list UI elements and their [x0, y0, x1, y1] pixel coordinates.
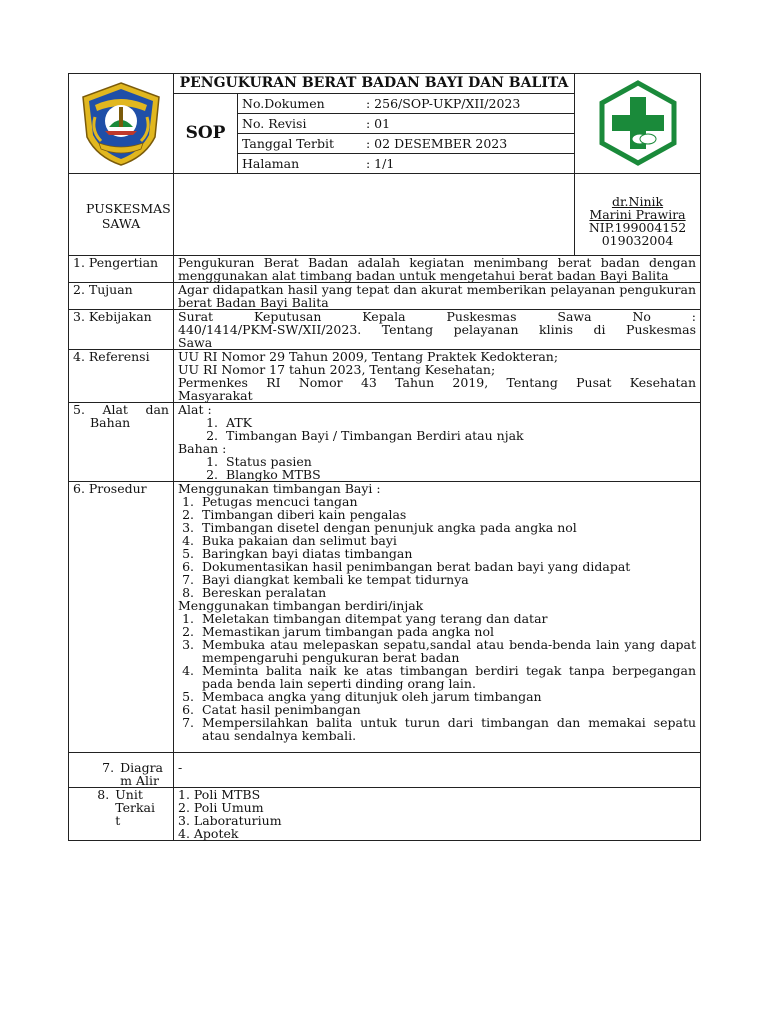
section-text: Agar didapatkan hasil yang tepat dan akurat memberikan pelayanan pengukuran berat Badan Bayi Balita	[174, 283, 701, 310]
doc-info-key: No. Revisi	[238, 114, 362, 134]
regency-logo-icon	[75, 77, 167, 169]
prosedur-bayi-list	[178, 495, 696, 599]
section-unit-terkait	[69, 788, 701, 841]
reference-item: Permenkes RI Nomor 43 Tahun 2019, Tentang Pusat Kesehatan	[178, 375, 697, 390]
unit-item: 4. Apotek	[178, 826, 239, 841]
prosedur-bayi-title: Menggunakan timbangan Bayi :	[178, 481, 381, 496]
doc-info-key: Halaman	[238, 154, 362, 174]
puskesmas-name: PUSKESMAS SAWA	[69, 174, 174, 256]
section-text	[174, 350, 701, 403]
section-referensi	[69, 350, 701, 403]
section-label: 7. Diagra m Alir	[69, 753, 174, 788]
sop-document	[68, 73, 701, 841]
list-item: 1. Petugas mencuci tangan	[198, 495, 696, 508]
sop-label: SOP	[174, 94, 238, 174]
doc-info-row	[238, 154, 574, 174]
section-label: 3. Kebijakan	[69, 310, 174, 350]
list-item: 2. Memastikan jarum timbangan pada angka nol	[198, 625, 696, 638]
doc-info-row	[238, 134, 574, 154]
section-text	[174, 403, 701, 482]
list-item: 2. Timbangan Bayi / Timbangan Berdiri atau njak	[222, 429, 696, 442]
list-item: 7. Bayi diangkat kembali ke tempat tidurnya	[198, 573, 696, 586]
doc-info-row	[238, 114, 574, 134]
unit-item: 3. Laboraturium	[178, 813, 282, 828]
bahan-title: Bahan :	[178, 441, 227, 456]
unit-item: 2. Poli Umum	[178, 800, 264, 815]
header-title-row	[69, 74, 701, 94]
section-text	[174, 788, 701, 841]
section-prosedur	[69, 482, 701, 753]
list-item: 5. Membaca angka yang ditunjuk oleh jarum timbangan	[198, 690, 696, 703]
section-diagram-alir	[69, 753, 701, 788]
signatory-nip: 019032004	[601, 232, 674, 248]
regency-logo-cell	[69, 74, 174, 174]
list-item: 6. Catat hasil penimbangan	[198, 703, 696, 716]
doc-info-key: Tanggal Terbit	[238, 134, 362, 154]
reference-item: Masyarakat	[178, 388, 253, 403]
puskesmas-row	[69, 174, 701, 256]
section-kebijakan	[69, 310, 701, 350]
alat-title: Alat :	[178, 402, 212, 417]
section-text: Pengukuran Berat Badan adalah kegiatan menimbang berat badan dengan menggunakan alat timbang badan untuk mengetahui berat badan Bayi Balita	[174, 256, 701, 283]
doc-info-value: : 1/1	[362, 154, 574, 174]
list-item: 6. Dokumentasikan hasil penimbangan berat badan bayi yang didapat	[198, 560, 696, 573]
alat-list	[178, 416, 696, 442]
section-label: 8. Unit Terkai t	[69, 788, 174, 841]
list-item: 1. ATK	[222, 416, 696, 429]
list-item: 4. Meminta balita naik ke atas timbangan berdiri tegak tanpa berpegangan pada benda lain seperti dinding orang lain.	[198, 664, 696, 690]
doc-info-value: : 256/SOP-UKP/XII/2023	[366, 96, 521, 111]
prosedur-berdiri-title: Menggunakan timbangan berdiri/injak	[178, 598, 424, 613]
section-label: 6. Prosedur	[69, 482, 174, 753]
unit-item: 1. Poli MTBS	[178, 787, 261, 802]
section-alat-bahan	[69, 403, 701, 482]
section-text: -	[174, 753, 701, 788]
doc-info-value: : 01	[362, 114, 574, 134]
doc-info-row	[238, 94, 574, 114]
section-label: 1. Pengertian	[69, 256, 174, 283]
list-item: 3. Timbangan disetel dengan penunjuk angka pada angka nol	[198, 521, 696, 534]
reference-item: UU RI Nomor 17 tahun 2023, Tentang Kesehatan;	[178, 362, 496, 377]
signatory-nip: NIP.199004152	[588, 219, 687, 235]
section-text: Surat Keputusan Kepala Puskesmas Sawa No : 440/1414/PKM-SW/XII/2023. Tentang pelayanan klinis di Puskesmas Sawa	[174, 310, 701, 350]
document-title: PENGUKURAN BERAT BADAN BAYI DAN BALITA	[174, 74, 575, 94]
puskesmas-blank	[174, 174, 575, 256]
section-tujuan	[69, 283, 701, 310]
section-label: 4. Referensi	[69, 350, 174, 403]
list-item: 8. Bereskan peralatan	[198, 586, 696, 599]
section-label: 5. Alat dan Bahan	[69, 403, 174, 482]
puskesmas-logo-cell	[575, 74, 701, 174]
signatory-name: Marini Prawira	[589, 206, 686, 222]
list-item: 7. Mempersilahkan balita untuk turun dari timbangan dan memakai sepatu atau sendalnya kembali.	[198, 716, 696, 742]
signatory-name: dr.Ninik	[611, 193, 664, 209]
reference-item: UU RI Nomor 29 Tahun 2009, Tentang Praktek Kedokteran;	[178, 349, 559, 364]
bahan-list	[178, 455, 696, 481]
document-info-cell	[238, 94, 575, 174]
list-item: 1. Status pasien	[222, 455, 696, 468]
doc-info-key: No.Dokumen	[242, 96, 325, 111]
section-pengertian	[69, 256, 701, 283]
doc-info-value: : 02 DESEMBER 2023	[362, 134, 574, 154]
list-item: 5. Baringkan bayi diatas timbangan	[198, 547, 696, 560]
section-label: 2. Tujuan	[69, 283, 174, 310]
puskesmas-logo-icon	[592, 77, 684, 169]
list-item: 3. Membuka atau melepaskan sepatu,sandal atau benda-benda lain yang dapat mempengaruhi pengukuran berat badan	[198, 638, 696, 664]
list-item: 2. Timbangan diberi kain pengalas	[198, 508, 696, 521]
list-item: 1. Meletakan timbangan ditempat yang terang dan datar	[198, 612, 696, 625]
list-item: 4. Buka pakaian dan selimut bayi	[198, 534, 696, 547]
prosedur-berdiri-list	[178, 612, 696, 742]
section-text	[174, 482, 701, 753]
list-item: 2. Blangko MTBS	[222, 468, 696, 481]
signatory-block	[575, 174, 701, 256]
